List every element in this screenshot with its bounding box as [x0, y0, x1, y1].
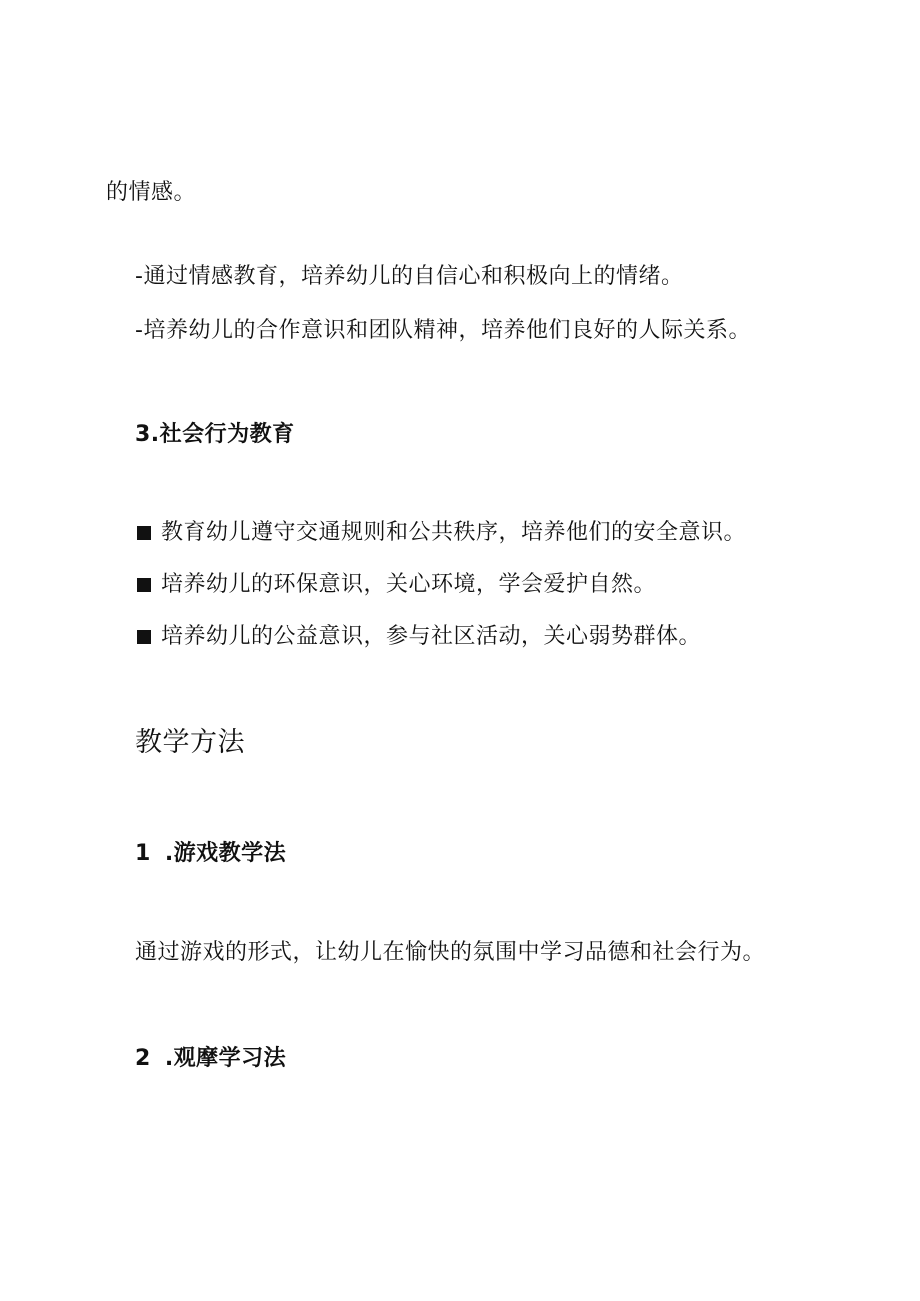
method-1-number: 1	[135, 841, 151, 866]
method-2-number: 2	[135, 1046, 151, 1071]
social-item-2-text: 培养幼儿的环保意识，关心环境，学会爱护自然。	[161, 572, 657, 597]
social-item-1-text: 教育幼儿遵守交通规则和公共秩序，培养他们的安全意识。	[161, 520, 747, 545]
method-1-heading	[135, 839, 286, 869]
social-item-1	[137, 518, 746, 548]
method-2-heading	[135, 1044, 286, 1074]
continuation-text: 的情感。	[106, 180, 197, 205]
social-item-3	[137, 622, 701, 652]
square-bullet-icon	[137, 578, 151, 592]
method-1-title: .游戏教学法	[164, 841, 287, 866]
square-bullet-icon	[137, 526, 151, 540]
social-item-3-text: 培养幼儿的公益意识，参与社区活动，关心弱势群体。	[161, 624, 702, 649]
social-item-2	[137, 570, 656, 600]
social-behavior-heading: 3.社会行为教育	[135, 422, 295, 447]
emotion-item-1: -通过情感教育，培养幼儿的自信心和积极向上的情绪。	[135, 264, 684, 289]
teaching-methods-title: 教学方法	[135, 727, 245, 758]
emotion-item-2: -培养幼儿的合作意识和团队精神，培养他们良好的人际关系。	[135, 318, 751, 343]
square-bullet-icon	[137, 630, 151, 644]
method-1-description: 通过游戏的形式，让幼儿在愉快的氛围中学习品德和社会行为。	[135, 940, 766, 965]
method-2-title: .观摩学习法	[164, 1046, 287, 1071]
